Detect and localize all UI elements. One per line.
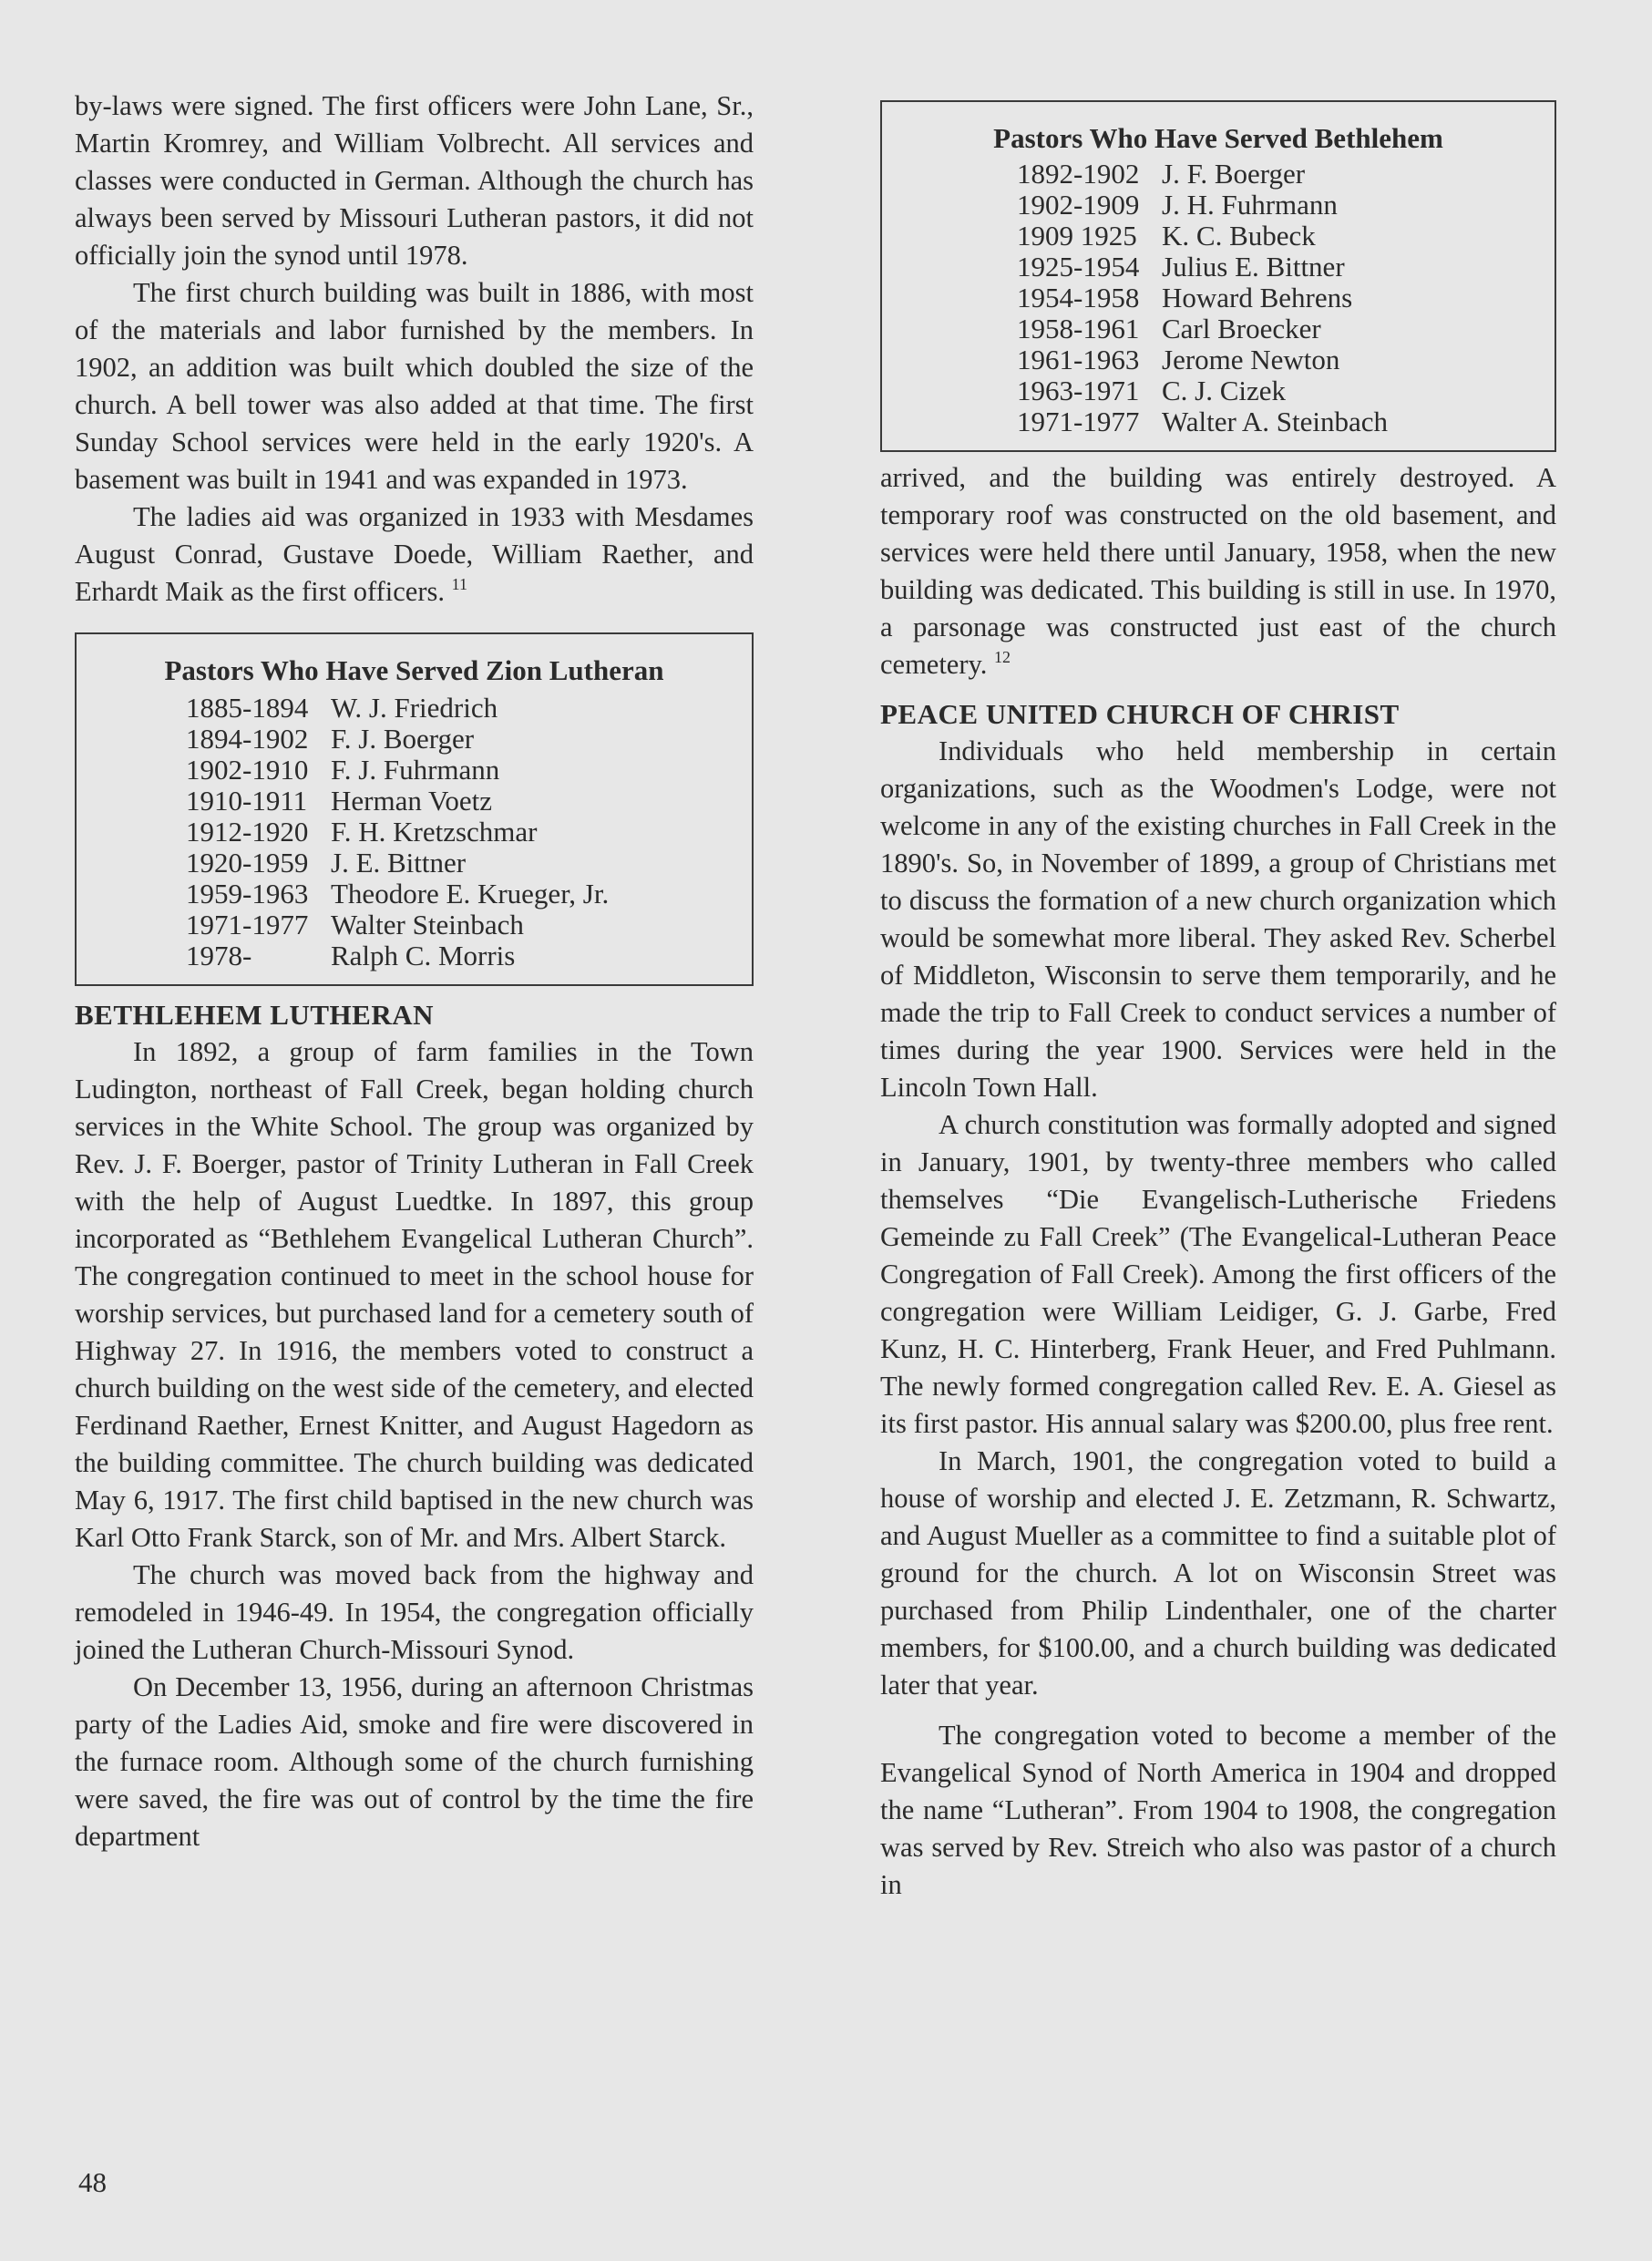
roster-row [1017, 406, 1555, 437]
roster-row [186, 693, 752, 724]
roster-row [1017, 313, 1555, 344]
pastor-name: Herman Voetz [331, 785, 493, 817]
roster-row [1017, 283, 1555, 313]
bethlehem-pastors-box [880, 100, 1556, 452]
years: 1978- [186, 940, 252, 971]
years: 1971-1977 [1017, 406, 1140, 437]
years: 1912-1920 [186, 816, 309, 848]
roster-row [186, 786, 752, 817]
paragraph: The church was moved back from the highway and remodeled in 1946-49. In 1954, the congregation officially joined the Lutheran Church-Missouri Synod. [75, 1559, 754, 1665]
box-title: Pastors Who Have Served Bethlehem [993, 122, 1443, 154]
pastor-name: W. J. Friedrich [331, 692, 498, 724]
roster-row [186, 940, 752, 971]
zion-pastors-box [75, 632, 754, 986]
box-title: Pastors Who Have Served Zion Lutheran [164, 654, 664, 686]
pastor-name: Julius E. Bittner [1162, 251, 1345, 283]
roster-row [1017, 190, 1555, 221]
years: 1902-1909 [1017, 189, 1140, 221]
paragraph [880, 459, 1556, 683]
roster-row [1017, 221, 1555, 252]
pastor-name: C. J. Cizek [1162, 375, 1287, 406]
pastor-name: F. J. Boerger [331, 723, 475, 755]
section-heading: PEACE UNITED CHURCH OF CHRIST [880, 698, 1400, 730]
left-column [75, 87, 754, 1855]
footnote-marker: 12 [994, 648, 1011, 666]
section-heading: BETHLEHEM LUTHERAN [75, 999, 434, 1031]
roster-row [1017, 252, 1555, 283]
paragraph: by-laws were signed. The first officers were John Lane, Sr., Martin Kromrey, and William Volbrecht. All services and classes were conducted in German. Although the church has always been served by Missouri Lutheran pastors, it did not officially join the synod until 1978. [75, 90, 754, 271]
years: 1961-1963 [1017, 344, 1140, 375]
years: 1910-1911 [186, 785, 308, 817]
pastor-roster [77, 693, 752, 971]
roster-row [1017, 375, 1555, 406]
paragraph: In March, 1901, the congregation voted to build a house of worship and elected J. E. Zetzmann, R. Schwartz, and August Mueller as a committee to find a suitable plot of ground for the church. A lot on Wisconsin Street was purchased from Philip Lindenthaler, one of the charter members, for $100.00, and a church building was dedicated later that year. [880, 1445, 1556, 1701]
right-column [880, 100, 1556, 1904]
footnote-marker: 11 [451, 575, 467, 593]
paragraph: On December 13, 1956, during an afternoon Christmas party of the Ladies Aid, smoke and fire were discovered in the furnace room. Although some of the church furnishing were saved, the fire was out of control by the time the fire department [75, 1671, 754, 1852]
pastor-name: J. E. Bittner [331, 847, 467, 879]
pastor-name: Carl Broecker [1162, 313, 1321, 344]
pastor-name: Jerome Newton [1162, 344, 1340, 375]
pastor-name: Walter Steinbach [331, 909, 524, 940]
paragraph-text: The ladies aid was organized in 1933 with Mesdames August Conrad, Gustave Doede, William Raether, and Erhardt Maik as the first officers. [75, 501, 754, 607]
years: 1963-1971 [1017, 375, 1140, 406]
pastor-name: F. J. Fuhrmann [331, 754, 500, 786]
pastor-name: K. C. Bubeck [1162, 220, 1316, 252]
roster-row [186, 755, 752, 786]
years: 1959-1963 [186, 878, 309, 910]
pastor-name: F. H. Kretzschmar [331, 816, 538, 848]
pastor-name: Theodore E. Krueger, Jr. [331, 878, 610, 910]
years: 1902-1910 [186, 754, 309, 786]
paragraph-text: arrived, and the building was entirely destroyed. A temporary roof was constructed on the old basement, and services were held there until January, 1958, when the new building was dedicated. This building is still in use. In 1970, a parsonage was constructed just east of the church cemetery. [880, 462, 1556, 680]
paragraph: Individuals who held membership in certain organizations, such as the Woodmen's Lodge, were not welcome in any of the existing churches in Fall Creek in the 1890's. So, in November of 1899, a group of Christians met to discuss the formation of a new church organization which would be somewhat more liberal. They asked Rev. Scherbel of Middleton, Wisconsin to serve them temporarily, and he made the trip to Fall Creek to conduct services a number of times during the year 1900. Services were held in the Lincoln Town Hall. [880, 735, 1556, 1103]
paragraph: The congregation voted to become a member of the Evangelical Synod of North America in 1904 and dropped the name “Lutheran”. From 1904 to 1908, the congregation was served by Rev. Streich who also was pastor of a church in [880, 1720, 1556, 1900]
pastor-name: Ralph C. Morris [331, 940, 516, 971]
roster-row [186, 910, 752, 940]
years: 1920-1959 [186, 847, 309, 879]
pastor-roster [882, 159, 1555, 437]
pastor-name: Howard Behrens [1162, 282, 1353, 313]
roster-row [1017, 159, 1555, 190]
roster-row [186, 817, 752, 848]
years: 1885-1894 [186, 692, 309, 724]
roster-row [186, 848, 752, 879]
pastor-name: J. F. Boerger [1162, 158, 1306, 190]
pastor-name: Walter A. Steinbach [1162, 406, 1389, 437]
years: 1909 1925 [1017, 220, 1137, 252]
paragraph: A church constitution was formally adopted and signed in January, 1901, by twenty-three members who called themselves “Die Evangelisch-Lutherische Friedens Gemeinde zu Fall Creek” (The Evangelical-Lutheran Peace Congregation of Fall Creek). Among the first officers of the congregation were William Leidiger, G. J. Garbe, Fred Kunz, H. C. Hinterberg, Frank Heuer, and Fred Puhlmann. The newly formed congregation called Rev. E. A. Giesel as its first pastor. His annual salary was $200.00, plus free rent. [880, 1109, 1556, 1439]
years: 1925-1954 [1017, 251, 1140, 283]
years: 1971-1977 [186, 909, 309, 940]
paragraph: The first church building was built in 1886, with most of the materials and labor furnished by the members. In 1902, an addition was built which doubled the size of the church. A bell tower was also added at that time. The first Sunday School services were held in the early 1920's. A basement was built in 1941 and was expanded in 1973. [75, 277, 754, 495]
roster-row [1017, 344, 1555, 375]
years: 1958-1961 [1017, 313, 1140, 344]
paragraph: In 1892, a group of farm families in the Town Ludington, northeast of Fall Creek, began holding church services in the White School. The group was organized by Rev. J. F. Boerger, pastor of Trinity Lutheran in Fall Creek with the help of August Luedtke. In 1897, this group incorporated as “Bethlehem Evangelical Lutheran Church”. The congregation continued to meet in the school house for worship services, but purchased land for a cemetery south of Highway 27. In 1916, the members voted to construct a church building on the west side of the cemetery, and elected Ferdinand Raether, Ernest Knitter, and August Hagedorn as the building committee. The church building was dedicated May 6, 1917. The first child baptised in the new church was Karl Otto Frank Starck, son of Mr. and Mrs. Albert Starck. [75, 1036, 754, 1553]
pastor-name: J. H. Fuhrmann [1162, 189, 1338, 221]
years: 1954-1958 [1017, 282, 1140, 313]
years: 1894-1902 [186, 723, 309, 755]
roster-row [186, 724, 752, 755]
paragraph [75, 498, 754, 611]
roster-row [186, 879, 752, 910]
page-number: 48 [78, 2166, 107, 2198]
years: 1892-1902 [1017, 158, 1140, 190]
